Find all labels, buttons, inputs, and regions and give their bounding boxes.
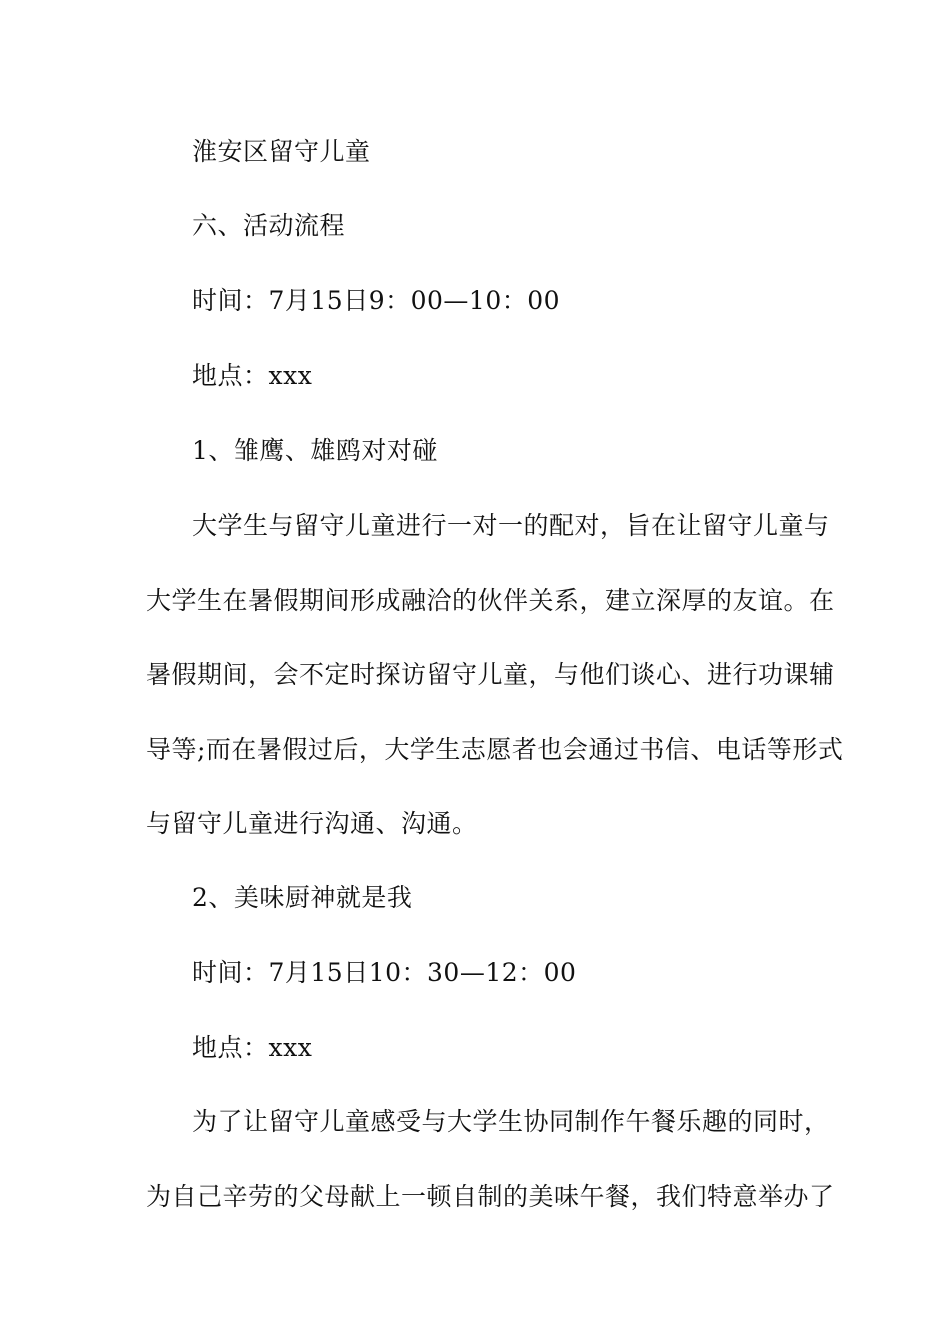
paragraph-1-line-2: 大学生在暑假期间形成融洽的伙伴关系，建立深厚的友谊。在 <box>146 586 835 615</box>
paragraph-2-line-2: 为自己辛劳的父母献上一顿自制的美味午餐，我们特意举办了 <box>146 1182 835 1211</box>
location-line-2: 地点：xxx <box>192 1033 313 1062</box>
time-line-2: 时间：7月15日10：30—12：00 <box>192 958 577 987</box>
paragraph-1-line-3: 暑假期间，会不定时探访留守儿童，与他们谈心、进行功课辅 <box>146 660 835 689</box>
activity-heading-2: 2、美味厨神就是我 <box>192 883 413 912</box>
paragraph-1-line-1: 大学生与留守儿童进行一对一的配对，旨在让留守儿童与 <box>192 511 830 540</box>
activity-heading-1: 1、雏鹰、雄鸥对对碰 <box>192 436 438 465</box>
paragraph-1-line-4: 导等;而在暑假过后，大学生志愿者也会通过书信、电话等形式 <box>146 735 844 764</box>
time-line-1: 时间：7月15日9：00—10：00 <box>192 286 561 315</box>
target-group-text: 淮安区留守儿童 <box>192 137 371 166</box>
paragraph-1-line-5: 与留守儿童进行沟通、沟通。 <box>146 809 478 838</box>
paragraph-2-line-1: 为了让留守儿童感受与大学生协同制作午餐乐趣的同时， <box>192 1107 830 1136</box>
location-line-1: 地点：xxx <box>192 361 313 390</box>
section-heading-activity-flow: 六、活动流程 <box>192 211 346 240</box>
